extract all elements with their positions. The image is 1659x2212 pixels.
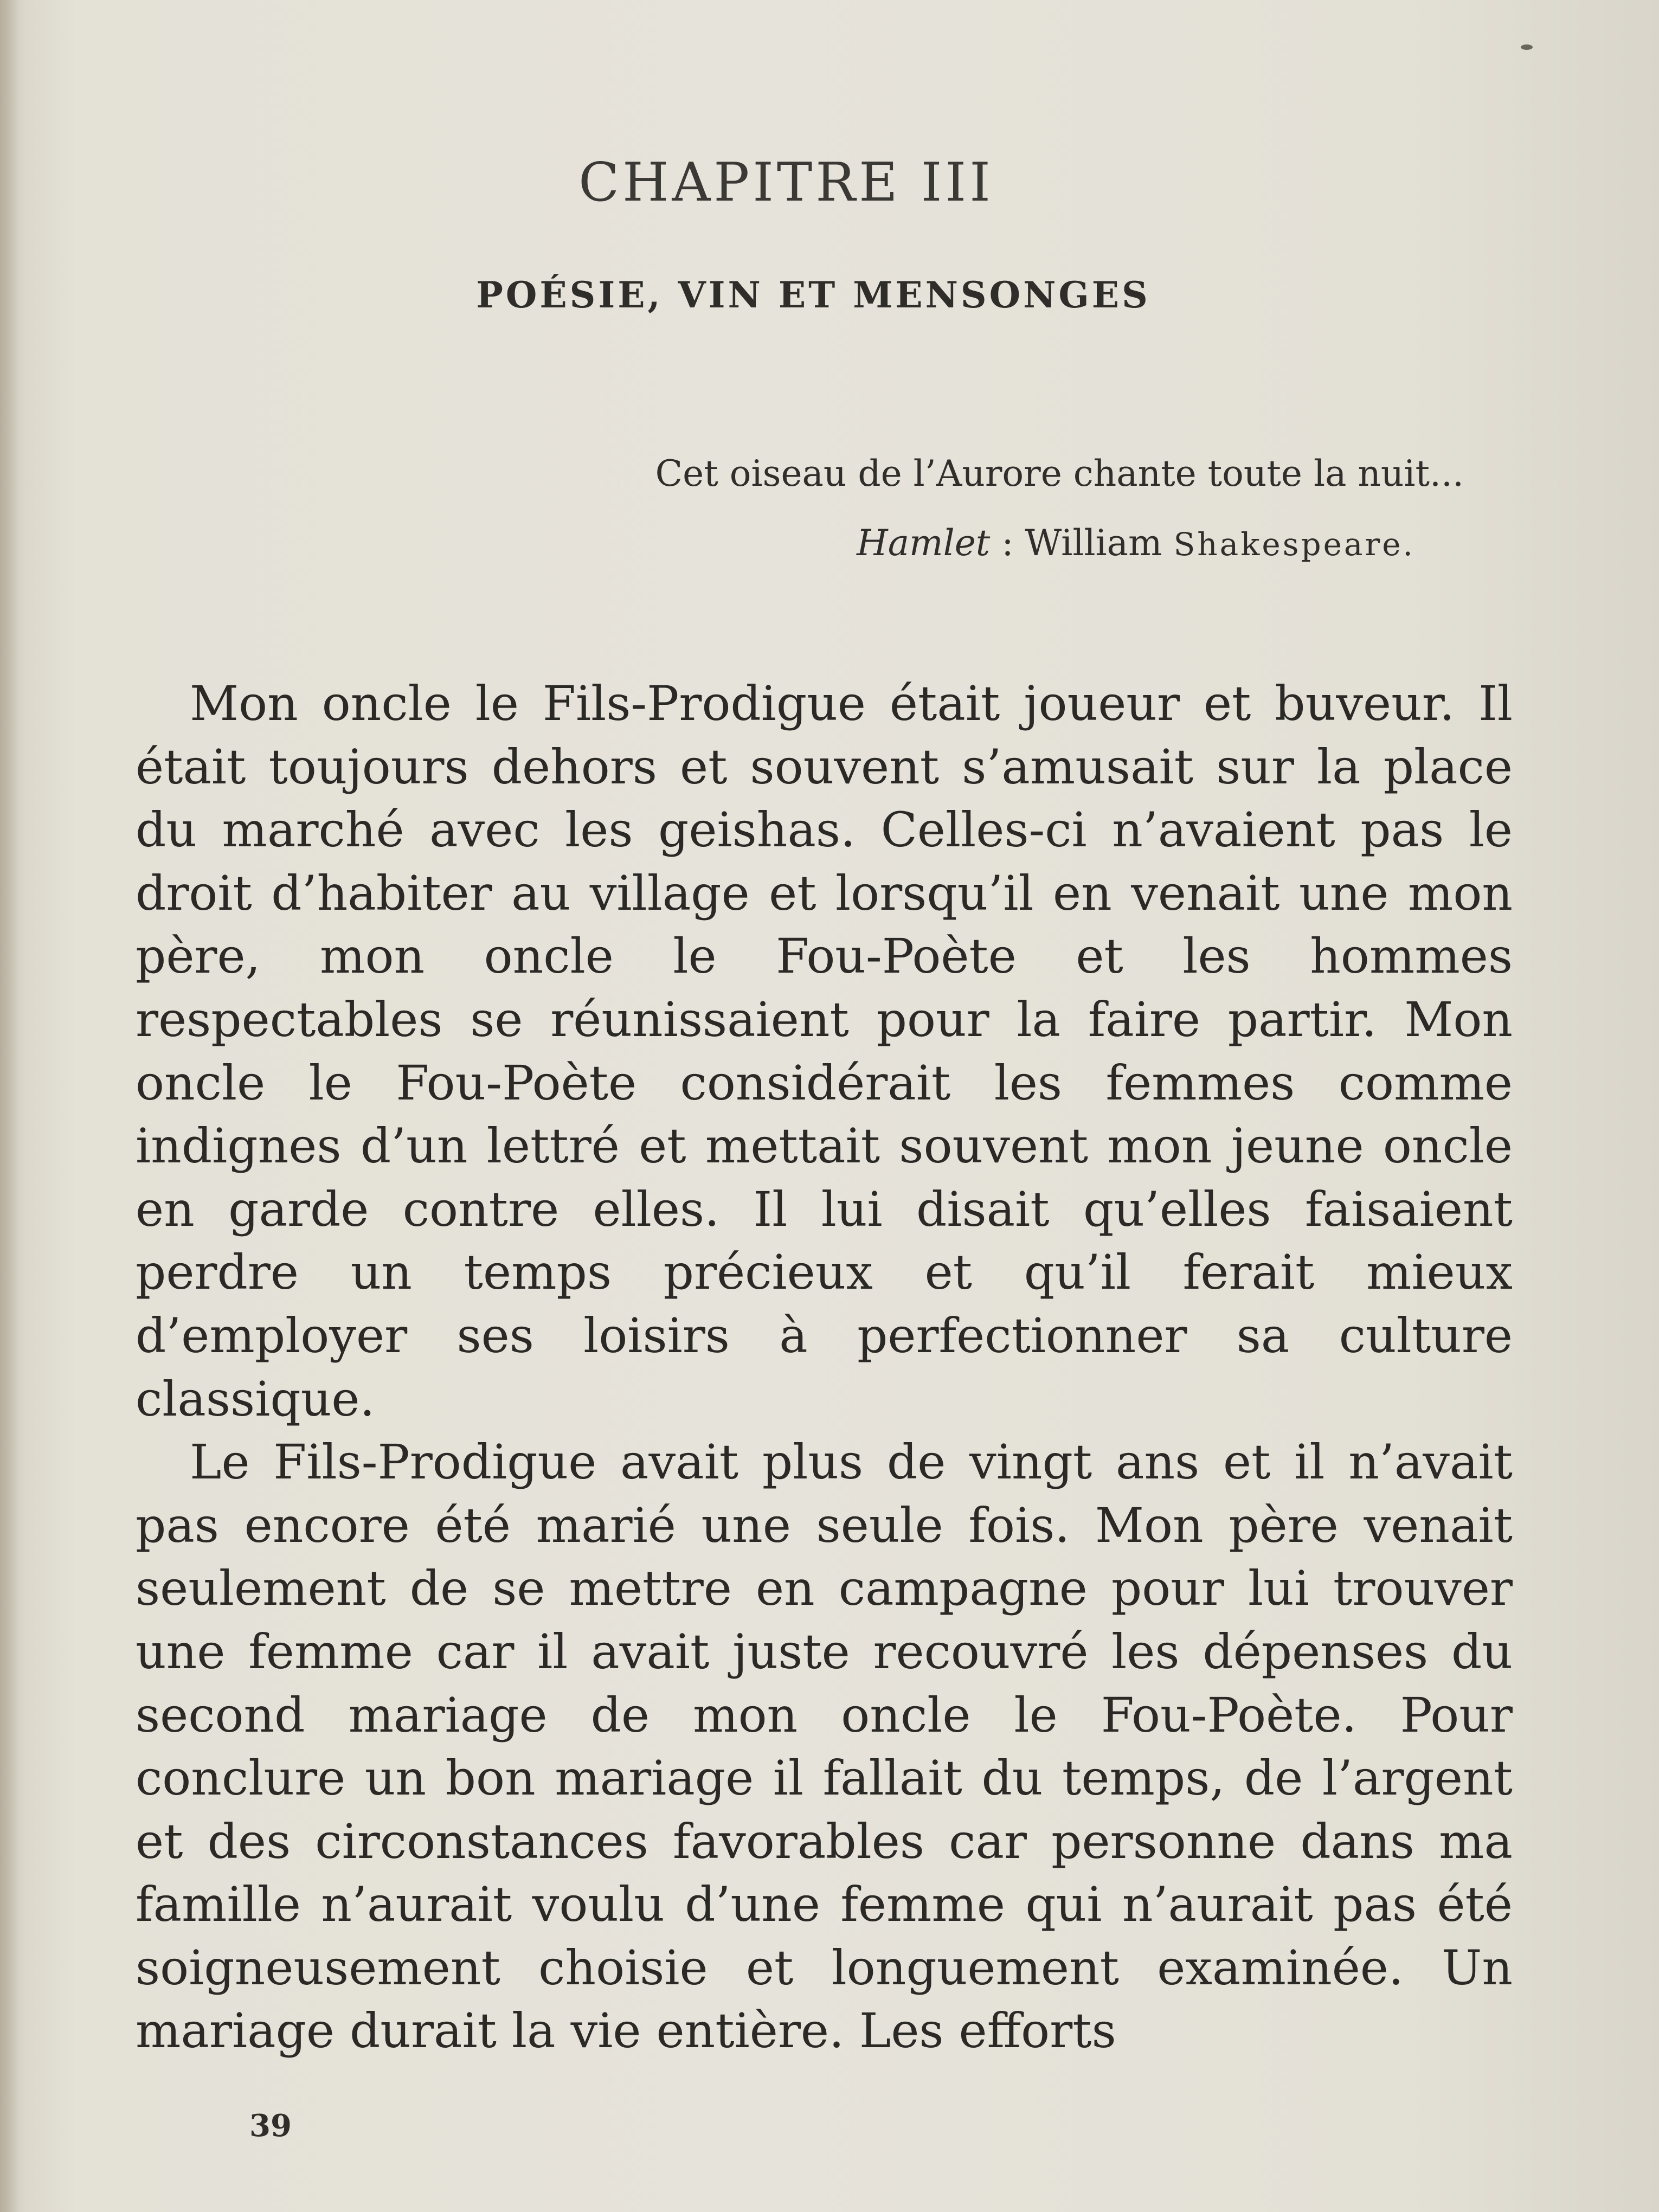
- page-number: 39: [249, 2108, 292, 2144]
- epigraph-author-first: William: [1025, 522, 1162, 564]
- paper-speck: [1521, 44, 1533, 50]
- paragraph: Le Fils-Prodigue avait plus de vingt ans et il n’avait pas encore été marié une seule fois. Mon père venait seulement de se mettre en campagne pour lui trouver une femme car il avait juste recouvré les dépenses du second mariage de mon oncle le Fou-Poète. Pour conclure un bon mariage il fallait du temps, de l’argent et des circonstances favorables car personne dans ma famille n’aurait voulu d’une femme qui n’aurait pas été soigneusement choisie et longuement examinée. Un mariage durait la vie entière. Les efforts: [136, 1434, 1513, 2059]
- epigraph-work: Hamlet: [857, 522, 991, 564]
- epigraph: [0, 439, 1464, 579]
- epigraph-attribution: [0, 509, 1464, 579]
- body-text: [136, 672, 1513, 2063]
- epigraph-separator: :: [1001, 522, 1014, 564]
- paragraph: Mon oncle le Fils-Prodigue était joueur et buveur. Il était toujours dehors et souvent s’amusait sur la place du marché avec les geishas. Celles-ci n’avaient pas le droit d’habiter au village et lorsqu’il en venait une mon père, mon oncle le Fou-Poète et les hommes respectables se réunissaient pour la faire partir. Mon oncle le Fou-Poète considérait les femmes comme indignes d’un lettré et mettait souvent mon jeune oncle en garde contre elles. Il lui disait qu’elles faisaient perdre un temps précieux et qu’il ferait mieux d’employer ses loisirs à perfectionner sa culture classique.: [136, 676, 1513, 1427]
- epigraph-quote: Cet oiseau de l’Aurore chante toute la nuit...: [655, 453, 1464, 494]
- binding-gutter-shadow: [0, 0, 20, 2212]
- chapter-title: CHAPITRE III: [578, 152, 994, 214]
- chapter-subtitle: POÉSIE, VIN ET MENSONGES: [476, 274, 1150, 316]
- epigraph-author-last: Shakespeare.: [1173, 526, 1415, 563]
